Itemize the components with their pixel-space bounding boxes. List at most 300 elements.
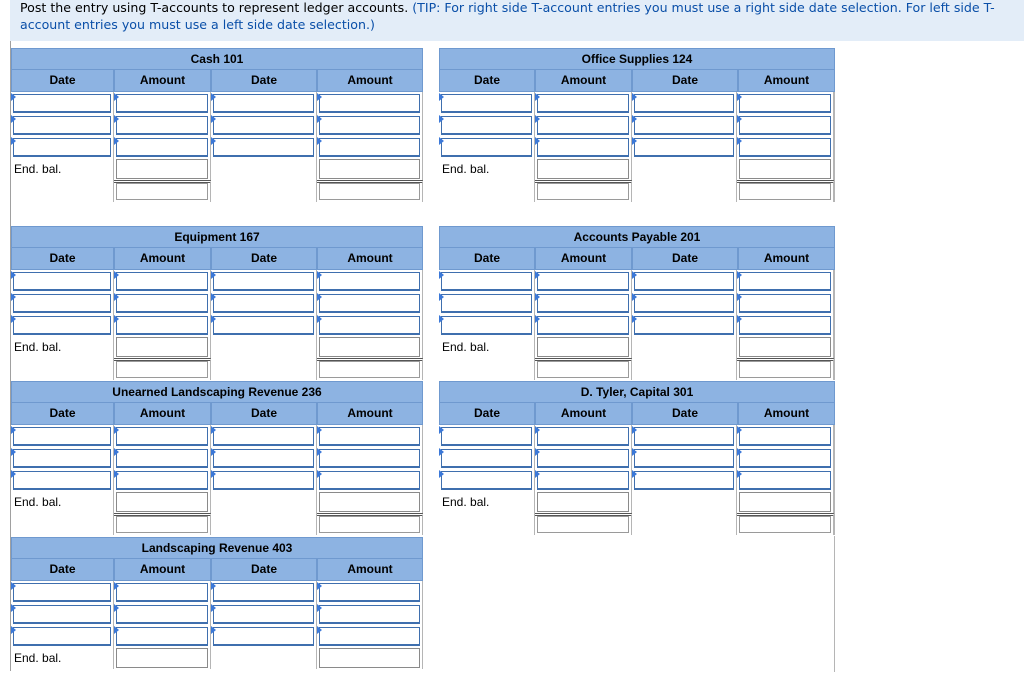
- entry-cell: [114, 270, 211, 292]
- dropdown-arrow-icon: [317, 293, 322, 301]
- dropdown-arrow-icon: [535, 293, 540, 301]
- end-balance-cell: [737, 336, 834, 358]
- dropdown-arrow-icon: [737, 137, 742, 145]
- entry-cell: [11, 292, 114, 314]
- amount-input[interactable]: [739, 449, 831, 468]
- t-account-equipment-167: [11, 226, 423, 380]
- dropdown-arrow-icon: [211, 470, 216, 478]
- end-balance-amount-input[interactable]: [116, 337, 208, 357]
- empty-cell: [632, 491, 738, 513]
- column-header-date: Date: [11, 70, 114, 92]
- column-header-row: [11, 248, 423, 270]
- dropdown-arrow-icon: [439, 137, 444, 145]
- amount-input[interactable]: [116, 94, 208, 113]
- amount-input[interactable]: [116, 116, 208, 135]
- ending-balance-row: [439, 158, 834, 180]
- amount-input[interactable]: [537, 449, 629, 468]
- empty-cell: [211, 513, 317, 535]
- dropdown-arrow-icon: [11, 315, 16, 323]
- balance-underline-row: [439, 358, 834, 380]
- date-select[interactable]: [213, 627, 314, 646]
- date-select[interactable]: [13, 583, 111, 602]
- entry-row: [439, 425, 834, 447]
- dropdown-arrow-icon: [317, 426, 322, 434]
- amount-input[interactable]: [319, 471, 420, 490]
- column-header-date: Date: [211, 559, 317, 581]
- entry-cell: [535, 136, 632, 158]
- column-header-date: Date: [211, 70, 317, 92]
- balance-underline-row: [11, 180, 423, 202]
- column-header-amount: Amount: [114, 248, 211, 270]
- balance-total-box: [319, 361, 420, 378]
- end-balance-label: End. bal.: [11, 491, 114, 513]
- dropdown-arrow-icon: [439, 315, 444, 323]
- date-select[interactable]: [213, 471, 314, 490]
- entry-cell: [632, 270, 738, 292]
- amount-input[interactable]: [319, 583, 420, 602]
- end-balance-amount-input[interactable]: [537, 337, 629, 357]
- empty-cell: [439, 180, 535, 202]
- dropdown-arrow-icon: [11, 582, 16, 590]
- amount-input[interactable]: [319, 316, 420, 335]
- entry-row: [439, 447, 834, 469]
- date-select[interactable]: [634, 471, 735, 490]
- date-select[interactable]: [13, 627, 111, 646]
- t-account-landscaping-revenue-403: [11, 537, 423, 669]
- date-select[interactable]: [441, 449, 532, 468]
- end-balance-label: End. bal.: [11, 336, 114, 358]
- end-balance-amount-input[interactable]: [319, 159, 420, 179]
- entry-cell: [737, 314, 834, 336]
- entry-grid: [439, 92, 835, 202]
- amount-input[interactable]: [116, 471, 208, 490]
- entry-cell: [317, 114, 423, 136]
- entry-cell: [317, 625, 423, 647]
- account-title: Accounts Payable 201: [439, 226, 835, 248]
- date-select[interactable]: [634, 316, 735, 335]
- dropdown-arrow-icon: [439, 93, 444, 101]
- double-rule-cell: [317, 513, 423, 535]
- double-rule-cell: [317, 358, 423, 380]
- date-select[interactable]: [441, 116, 532, 135]
- end-balance-amount-input[interactable]: [537, 159, 629, 179]
- entry-cell: [439, 136, 535, 158]
- end-balance-amount-input[interactable]: [739, 492, 831, 512]
- date-select[interactable]: [13, 449, 111, 468]
- entry-cell: [317, 603, 423, 625]
- instructions-text: Post the entry using T-accounts to represent ledger accounts.: [20, 0, 409, 15]
- date-select[interactable]: [213, 272, 314, 291]
- date-select[interactable]: [13, 116, 111, 135]
- entry-cell: [114, 603, 211, 625]
- end-balance-amount-input[interactable]: [319, 492, 420, 512]
- end-balance-cell: [114, 336, 211, 358]
- end-balance-cell: [114, 491, 211, 513]
- entry-grid: [11, 425, 423, 535]
- end-balance-amount-input[interactable]: [319, 648, 420, 668]
- amount-input[interactable]: [116, 138, 208, 157]
- dropdown-arrow-icon: [114, 426, 119, 434]
- dropdown-arrow-icon: [439, 470, 444, 478]
- entry-cell: [211, 581, 317, 603]
- entry-row: [11, 114, 423, 136]
- balance-total-box: [739, 516, 831, 533]
- dropdown-arrow-icon: [535, 426, 540, 434]
- dropdown-arrow-icon: [11, 93, 16, 101]
- column-header-amount: Amount: [317, 70, 423, 92]
- t-account-cash-101: [11, 48, 423, 202]
- entry-cell: [211, 625, 317, 647]
- amount-input[interactable]: [116, 583, 208, 602]
- entry-cell: [211, 92, 317, 114]
- entry-grid: [11, 270, 423, 380]
- entry-cell: [211, 270, 317, 292]
- double-rule-cell: [114, 513, 211, 535]
- empty-cell: [632, 158, 738, 180]
- entry-cell: [317, 270, 423, 292]
- date-select[interactable]: [441, 316, 532, 335]
- date-select[interactable]: [13, 316, 111, 335]
- date-select[interactable]: [634, 449, 735, 468]
- entry-cell: [11, 425, 114, 447]
- date-select[interactable]: [634, 94, 735, 113]
- date-select[interactable]: [213, 449, 314, 468]
- balance-total-box: [116, 183, 208, 200]
- date-select[interactable]: [13, 427, 111, 446]
- date-select[interactable]: [441, 427, 532, 446]
- dropdown-arrow-icon: [11, 604, 16, 612]
- entry-cell: [114, 447, 211, 469]
- amount-input[interactable]: [319, 449, 420, 468]
- amount-input[interactable]: [739, 427, 831, 446]
- account-title: D. Tyler, Capital 301: [439, 381, 835, 403]
- entry-row: [11, 314, 423, 336]
- end-balance-label: End. bal.: [11, 158, 114, 180]
- account-title: Cash 101: [11, 48, 423, 70]
- amount-input[interactable]: [116, 449, 208, 468]
- dropdown-arrow-icon: [632, 470, 637, 478]
- dropdown-arrow-icon: [632, 448, 637, 456]
- end-balance-label: End. bal.: [11, 647, 114, 669]
- date-select[interactable]: [441, 138, 532, 157]
- amount-input[interactable]: [537, 116, 629, 135]
- column-header-amount: Amount: [114, 559, 211, 581]
- empty-cell: [11, 513, 114, 535]
- amount-input[interactable]: [319, 138, 420, 157]
- date-select[interactable]: [213, 583, 314, 602]
- t-account-accounts-payable-201: [439, 226, 835, 380]
- date-select[interactable]: [13, 272, 111, 291]
- end-balance-cell: [535, 158, 632, 180]
- entry-grid: [11, 581, 423, 669]
- entry-cell: [211, 314, 317, 336]
- dropdown-arrow-icon: [317, 582, 322, 590]
- dropdown-arrow-icon: [211, 426, 216, 434]
- column-header-amount: Amount: [317, 403, 423, 425]
- dropdown-arrow-icon: [211, 115, 216, 123]
- column-header-date: Date: [632, 248, 738, 270]
- t-account-unearned-landscaping-revenue-236: [11, 381, 423, 535]
- entry-row: [11, 625, 423, 647]
- date-select[interactable]: [213, 427, 314, 446]
- entry-cell: [535, 425, 632, 447]
- date-select[interactable]: [634, 294, 735, 313]
- amount-input[interactable]: [739, 138, 831, 157]
- entry-cell: [632, 114, 738, 136]
- balance-total-box: [537, 361, 629, 378]
- entry-cell: [737, 447, 834, 469]
- entry-cell: [114, 292, 211, 314]
- empty-cell: [211, 491, 317, 513]
- date-select[interactable]: [13, 605, 111, 624]
- date-select[interactable]: [13, 138, 111, 157]
- amount-input[interactable]: [537, 316, 629, 335]
- dropdown-arrow-icon: [11, 426, 16, 434]
- amount-input[interactable]: [319, 116, 420, 135]
- entry-cell: [114, 625, 211, 647]
- date-select[interactable]: [13, 94, 111, 113]
- dropdown-arrow-icon: [317, 137, 322, 145]
- end-balance-cell: [317, 491, 423, 513]
- date-select[interactable]: [213, 605, 314, 624]
- entry-cell: [632, 447, 738, 469]
- amount-input[interactable]: [319, 627, 420, 646]
- amount-input[interactable]: [537, 427, 629, 446]
- end-balance-amount-input[interactable]: [319, 337, 420, 357]
- entry-cell: [11, 581, 114, 603]
- entry-cell: [11, 92, 114, 114]
- entry-cell: [632, 136, 738, 158]
- entry-cell: [632, 292, 738, 314]
- amount-input[interactable]: [537, 471, 629, 490]
- entry-row: [439, 92, 834, 114]
- dropdown-arrow-icon: [114, 470, 119, 478]
- dropdown-arrow-icon: [11, 137, 16, 145]
- dropdown-arrow-icon: [211, 293, 216, 301]
- double-rule-cell: [535, 180, 632, 202]
- amount-input[interactable]: [116, 294, 208, 313]
- column-header-date: Date: [11, 559, 114, 581]
- dropdown-arrow-icon: [632, 315, 637, 323]
- entry-cell: [737, 292, 834, 314]
- balance-underline-row: [11, 513, 423, 535]
- end-balance-amount-input[interactable]: [739, 337, 831, 357]
- entry-cell: [11, 469, 114, 491]
- entry-cell: [11, 314, 114, 336]
- entry-cell: [535, 469, 632, 491]
- entry-row: [11, 425, 423, 447]
- end-balance-amount-input[interactable]: [116, 492, 208, 512]
- balance-underline-row: [439, 180, 834, 202]
- entry-cell: [737, 469, 834, 491]
- date-select[interactable]: [441, 471, 532, 490]
- empty-cell: [211, 647, 317, 669]
- end-balance-amount-input[interactable]: [537, 492, 629, 512]
- entry-row: [11, 270, 423, 292]
- dropdown-arrow-icon: [632, 293, 637, 301]
- double-rule-cell: [737, 180, 834, 202]
- amount-input[interactable]: [739, 272, 831, 291]
- dropdown-arrow-icon: [737, 470, 742, 478]
- column-header-amount: Amount: [738, 248, 835, 270]
- end-balance-cell: [317, 336, 423, 358]
- column-header-amount: Amount: [738, 403, 835, 425]
- column-header-date: Date: [439, 403, 535, 425]
- entry-cell: [535, 270, 632, 292]
- balance-total-box: [319, 516, 420, 533]
- amount-input[interactable]: [739, 471, 831, 490]
- date-select[interactable]: [441, 294, 532, 313]
- entry-cell: [317, 92, 423, 114]
- column-header-amount: Amount: [317, 559, 423, 581]
- date-select[interactable]: [441, 272, 532, 291]
- column-header-date: Date: [439, 248, 535, 270]
- amount-input[interactable]: [739, 94, 831, 113]
- dropdown-arrow-icon: [211, 448, 216, 456]
- entry-cell: [11, 603, 114, 625]
- dropdown-arrow-icon: [737, 271, 742, 279]
- entry-row: [11, 292, 423, 314]
- entry-row: [11, 136, 423, 158]
- entry-cell: [317, 314, 423, 336]
- dropdown-arrow-icon: [632, 115, 637, 123]
- date-select[interactable]: [213, 138, 314, 157]
- date-select[interactable]: [213, 316, 314, 335]
- amount-input[interactable]: [537, 138, 629, 157]
- end-balance-amount-input[interactable]: [116, 648, 208, 668]
- empty-cell: [439, 513, 535, 535]
- date-select[interactable]: [634, 272, 735, 291]
- column-header-amount: Amount: [114, 70, 211, 92]
- double-rule-cell: [737, 358, 834, 380]
- entry-cell: [114, 136, 211, 158]
- end-balance-amount-input[interactable]: [739, 159, 831, 179]
- amount-input[interactable]: [319, 94, 420, 113]
- date-select[interactable]: [634, 138, 735, 157]
- column-header-row: [439, 403, 835, 425]
- entry-cell: [439, 114, 535, 136]
- entry-row: [11, 92, 423, 114]
- amount-input[interactable]: [116, 605, 208, 624]
- amount-input[interactable]: [739, 316, 831, 335]
- dropdown-arrow-icon: [632, 426, 637, 434]
- date-select[interactable]: [634, 427, 735, 446]
- end-balance-cell: [737, 491, 834, 513]
- entry-cell: [439, 292, 535, 314]
- amount-input[interactable]: [537, 294, 629, 313]
- amount-input[interactable]: [116, 316, 208, 335]
- amount-input[interactable]: [319, 294, 420, 313]
- entry-cell: [211, 425, 317, 447]
- entry-cell: [632, 469, 738, 491]
- entry-cell: [114, 469, 211, 491]
- date-select[interactable]: [13, 471, 111, 490]
- amount-input[interactable]: [739, 294, 831, 313]
- entry-cell: [317, 469, 423, 491]
- entry-row: [439, 292, 834, 314]
- amount-input[interactable]: [537, 94, 629, 113]
- empty-cell: [632, 336, 738, 358]
- amount-input[interactable]: [116, 427, 208, 446]
- double-rule-cell: [114, 180, 211, 202]
- entry-cell: [535, 314, 632, 336]
- column-header-date: Date: [632, 403, 738, 425]
- dropdown-arrow-icon: [211, 315, 216, 323]
- amount-input[interactable]: [537, 272, 629, 291]
- empty-cell: [632, 513, 738, 535]
- dropdown-arrow-icon: [114, 93, 119, 101]
- dropdown-arrow-icon: [114, 604, 119, 612]
- entry-row: [11, 581, 423, 603]
- column-header-amount: Amount: [535, 403, 632, 425]
- entry-cell: [439, 92, 535, 114]
- column-header-row: [439, 70, 835, 92]
- dropdown-arrow-icon: [11, 626, 16, 634]
- dropdown-arrow-icon: [114, 137, 119, 145]
- dropdown-arrow-icon: [737, 448, 742, 456]
- end-balance-cell: [114, 647, 211, 669]
- date-select[interactable]: [634, 116, 735, 135]
- end-balance-amount-input[interactable]: [116, 159, 208, 179]
- balance-underline-row: [11, 358, 423, 380]
- ending-balance-row: [439, 491, 834, 513]
- column-header-date: Date: [211, 248, 317, 270]
- end-balance-cell: [317, 647, 423, 669]
- amount-input[interactable]: [739, 116, 831, 135]
- date-select[interactable]: [441, 94, 532, 113]
- t-account-d-tyler-capital-301: [439, 381, 835, 535]
- empty-cell: [211, 358, 317, 380]
- entry-cell: [632, 314, 738, 336]
- date-select[interactable]: [213, 94, 314, 113]
- entry-cell: [211, 603, 317, 625]
- amount-input[interactable]: [319, 427, 420, 446]
- date-select[interactable]: [13, 294, 111, 313]
- dropdown-arrow-icon: [317, 315, 322, 323]
- ending-balance-row: [11, 158, 423, 180]
- entry-cell: [211, 469, 317, 491]
- dropdown-arrow-icon: [317, 626, 322, 634]
- entry-grid: [439, 425, 835, 535]
- instructions-tip: (TIP: For right side T-account entries you must use a right side date selection. For left side T-account entries you must use a left side date selection.): [20, 0, 995, 32]
- amount-input[interactable]: [319, 272, 420, 291]
- end-balance-label: End. bal.: [439, 336, 535, 358]
- amount-input[interactable]: [116, 627, 208, 646]
- entry-cell: [439, 469, 535, 491]
- dropdown-arrow-icon: [211, 137, 216, 145]
- end-balance-label: End. bal.: [439, 158, 535, 180]
- ending-balance-row: [11, 647, 423, 669]
- entry-cell: [317, 581, 423, 603]
- date-select[interactable]: [213, 294, 314, 313]
- empty-cell: [632, 180, 738, 202]
- ending-balance-row: [11, 491, 423, 513]
- dropdown-arrow-icon: [317, 271, 322, 279]
- amount-input[interactable]: [319, 605, 420, 624]
- end-balance-cell: [114, 158, 211, 180]
- dropdown-arrow-icon: [737, 293, 742, 301]
- empty-cell: [211, 336, 317, 358]
- entry-cell: [114, 314, 211, 336]
- entry-cell: [211, 136, 317, 158]
- end-balance-cell: [535, 336, 632, 358]
- date-select[interactable]: [213, 116, 314, 135]
- column-header-amount: Amount: [535, 70, 632, 92]
- balance-total-box: [319, 183, 420, 200]
- amount-input[interactable]: [116, 272, 208, 291]
- double-rule-cell: [114, 358, 211, 380]
- instructions-banner: [10, 0, 1024, 41]
